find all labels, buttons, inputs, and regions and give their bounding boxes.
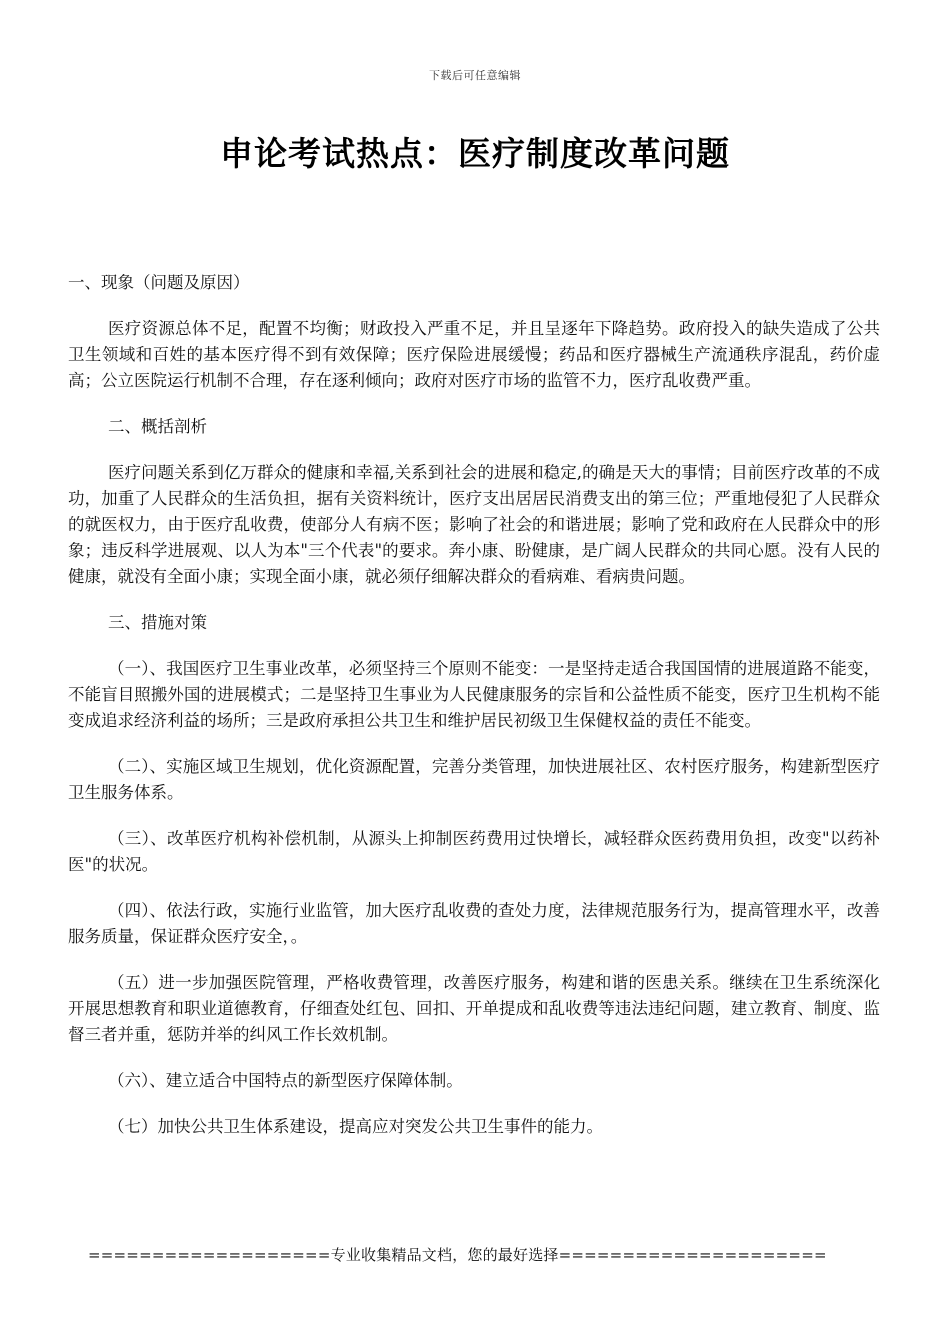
section-heading-analysis: 二、概括剖析	[108, 417, 207, 436]
document-title: 申论考试热点：医疗制度改革问题	[220, 134, 730, 173]
section-heading-measures: 三、措施对策	[108, 613, 207, 632]
measure-item-7: （七）加快公共卫生体系建设，提高应对突发公共卫生事件的能力。	[108, 1117, 603, 1136]
measure-item-3: （三）、改革医疗机构补偿机制，从源头上抑制医药费用过快增长，减轻群众医药费用负担，改变"以药补医"的状况。	[68, 829, 880, 874]
footer-banner: ===================专业收集精品文档，您的最好选择=====================	[88, 1246, 827, 1264]
section-heading-phenomenon: 一、现象（问题及原因）	[68, 273, 250, 292]
measure-item-5: （五）进一步加强医院管理，严格收费管理，改善医疗服务，构建和谐的医患关系。继续在卫生系统深化开展思想教育和职业道德教育，仔细查处红包、回扣、开单提成和乱收费等违法违纪问题，建立教育、制度、监督三者并重，惩防并举的纠风工作长效机制。	[68, 973, 880, 1044]
header-note: 下载后可任意编辑	[429, 69, 521, 82]
measure-item-4: （四）、依法行政，实施行业监管，加大医疗乱收费的查处力度，法律规范服务行为，提高管理水平，改善服务质量，保证群众医疗安全，。	[68, 901, 880, 946]
measure-item-6: （六）、建立适合中国特点的新型医疗保障体制。	[108, 1071, 463, 1090]
measure-item-2: （二）、实施区域卫生规划，优化资源配置，完善分类管理，加快进展社区、农村医疗服务，构建新型医疗卫生服务体系。	[68, 757, 880, 802]
document-body	[68, 270, 880, 1160]
section-body-analysis: 医疗问题关系到亿万群众的健康和幸福,关系到社会的进展和稳定,的确是天大的事情；目前医疗改革的不成功，加重了人民群众的生活负担，据有关资料统计，医疗支出居居民消费支出的第三位；严重地侵犯了人民群众的就医权力，由于医疗乱收费，使部分人有病不医；影响了社会的和谐进展；影响了党和政府在人民群众中的形象；违反科学进展观、以人为本"三个代表"的要求。奔小康、盼健康，是广阔人民群众的共同心愿。没有人民的健康，就没有全面小康；实现全面小康，就必须仔细解决群众的看病难、看病贵问题。	[68, 463, 880, 586]
section-body-phenomenon: 医疗资源总体不足，配置不均衡；财政投入严重不足，并且呈逐年下降趋势。政府投入的缺失造成了公共卫生领域和百姓的基本医疗得不到有效保障；医疗保险进展缓慢；药品和医疗器械生产流通秩序混乱，药价虚高；公立医院运行机制不合理，存在逐利倾向；政府对医疗市场的监管不力，医疗乱收费严重。	[68, 319, 880, 390]
measure-item-1: （一）、我国医疗卫生事业改革，必须坚持三个原则不能变：一是坚持走适合我国国情的进展道路不能变，不能盲目照搬外国的进展模式；二是坚持卫生事业为人民健康服务的宗旨和公益性质不能变，医疗卫生机构不能变成追求经济利益的场所；三是政府承担公共卫生和维护居民初级卫生保健权益的责任不能变。	[68, 659, 880, 730]
